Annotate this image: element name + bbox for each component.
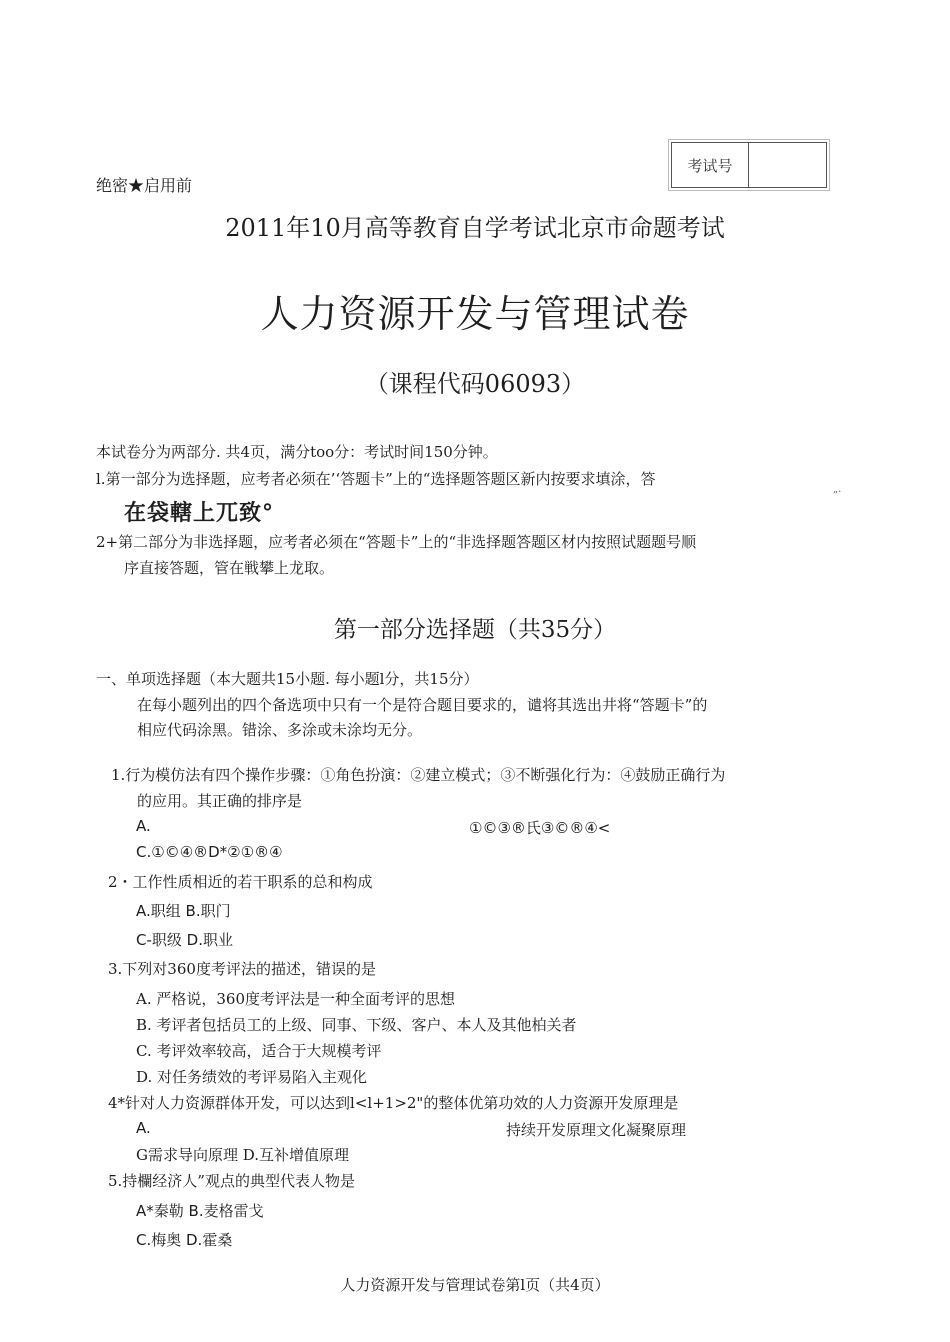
question-3-option-d: D. 对任务绩效的考评易陷入主观化 [136,1068,368,1086]
question-4-options-2: G需求导向原理 D.互补增值原理 [136,1146,350,1164]
instruction-line-2-cont: 在袋轄上兀致° [124,500,275,526]
scan-mark: „. [833,484,842,495]
exam-number-field[interactable] [749,143,826,187]
question-3-option-b: B. 考评者包括员工的上级、同事、下级、客户、本人及其他柏关者 [136,1016,577,1034]
instruction-line-2: l.第一部分为选择题，应考者必须在’‘答题卡”上的“选择题答题区新内按要求填涂，答 [96,470,656,488]
part1-heading: 一、单项选择题（本大题共15小题. 每小题l分，共15分） [96,670,479,688]
question-2-options-1: A.职组 B.职门 [136,902,231,920]
question-1-option-c: C.①©④®D*②①®④ [136,843,283,861]
question-2: 2・工作性质相近的若干职系的总和构成 [108,873,373,891]
instruction-line-1: 本试卷分为两部分. 共4页，满分too分：考试时间150分钟。 [96,443,498,461]
page-footer: 人力资源开发与管理试卷第l页（共4页） [340,1276,610,1294]
question-4-option-a: A. [136,1119,151,1137]
part1-desc-2: 相应代码涂黑。错涂、多涂或未涂均无分。 [137,721,423,739]
section-title: 第一部分选择题（共35分） [333,617,617,643]
exam-number-label: 考试号 [672,143,749,187]
question-3-option-c: C. 考评效率较高，适合于大规模考评 [136,1042,382,1060]
instruction-line-3-cont: 序直接答题，管在戦攀上龙取。 [124,559,335,577]
question-3: 3.下列对360度考评法的描述，错误的是 [108,960,376,978]
question-1-option-a-text: ①©③®氏③©®④< [469,819,611,837]
question-5: 5.持欄经济人”观点的典型代表人物是 [108,1172,355,1190]
course-code: （课程代码06093） [364,370,586,398]
paper-title: 人力资源开发与管理试卷 [260,292,690,336]
part1-desc-1: 在每小题列出的四个备选项中只有一个是符合题目要求的，谴将其选出井将“答题卡”的 [137,696,708,714]
question-2-options-2: C-职级 D.职业 [136,931,233,949]
confidential-notice: 绝密★启用前 [96,176,193,195]
question-1-cont: 的应用。其正确的排序是 [137,792,303,810]
question-5-options-2: C.梅奥 D.霍桑 [136,1231,233,1249]
instruction-line-3: 2+第二部分为非选择题，应考者必须在“答题卡”上的“非选择题答题区材内按照试题题号顺 [96,533,697,551]
question-1: 1.行为模仿法有四个操作步骤：①角色扮演：②建立模式；③不断强化行为：④鼓励正确行为 [111,766,726,784]
question-3-option-a: A. 严格说，360度考评法是一种全面考评的思想 [136,990,456,1008]
exam-number-box [671,142,827,188]
question-4-option-a-text: 持续开发原理文化凝聚原理 [506,1121,687,1139]
exam-session-title: 2011年10月高等教育自学考试北京市命题考试 [225,214,725,242]
question-1-option-a: A. [136,817,151,835]
question-4: 4*针对人力资源群体开发，可以达到l<l+1>2"的整体优第功效的人力资源开发原理是 [108,1094,679,1112]
question-5-options-1: A*秦勒 B.麦格雷戈 [136,1202,264,1220]
